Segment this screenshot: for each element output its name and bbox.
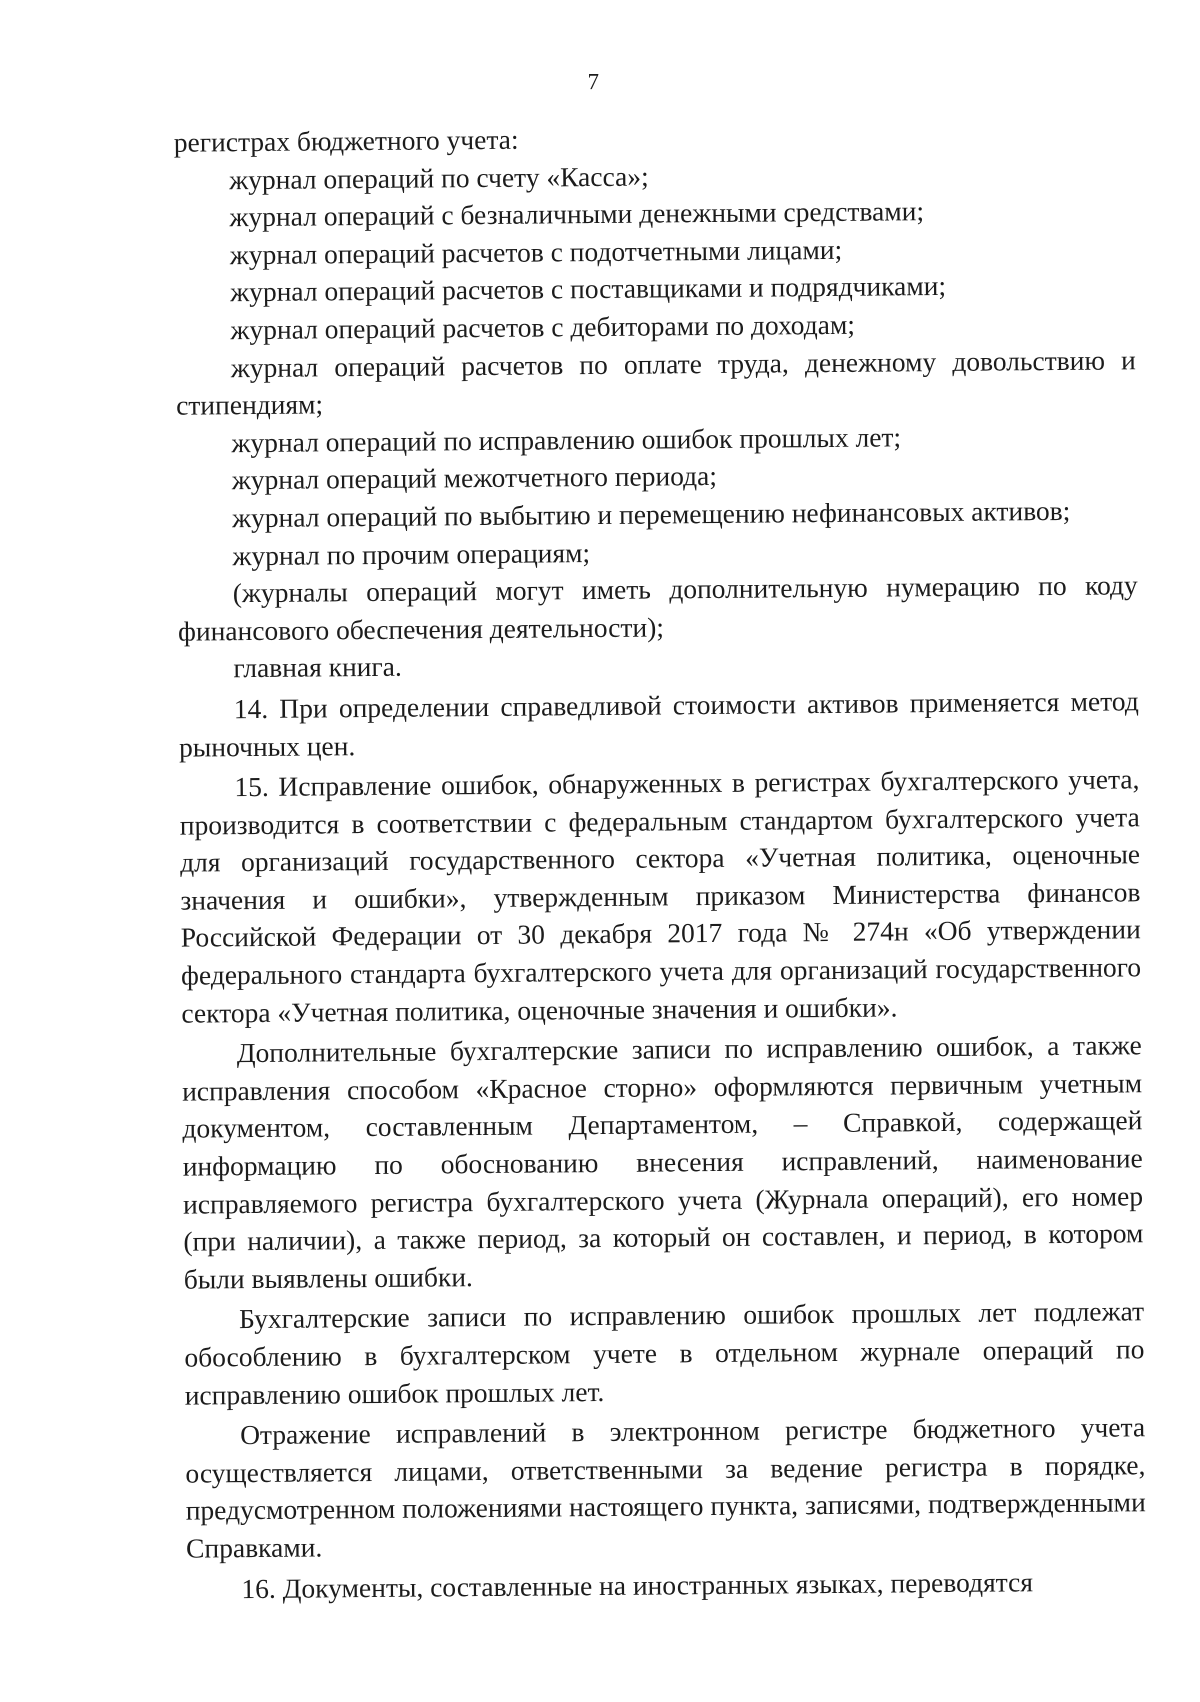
paragraph-15-additional-entries: Дополнительные бухгалтерские записи по исправлению ошибок, а также исправления способом «Красное сторно» оформляются первичным учетным документом, составленным Департаментом, – Справкой, содержащей информацию по обоснованию внесения исправлений, наименование исправляемого регистра бухгалтерского учета (Журнала операций), его номер (при наличии), а также период, за который он составлен, и период, в котором были выявлены ошибки.: [181, 1029, 1144, 1295]
register-item: журнал операций по исправлению ошибок прошлых лет;: [231, 421, 902, 458]
register-item: журнал операций расчетов с поставщиками и подрядчиками;: [229, 270, 947, 308]
intro-line: регистрах бюджетного учета:: [173, 123, 519, 158]
paragraph-14: 14. При определении справедливой стоимости активов применяется метод рыночных цен.: [178, 685, 1139, 763]
paragraph-15-electronic-register: Отражение исправлений в электронном регистре бюджетного учета осуществляется лицами, ответственными за ведение регистра в порядке, предусмотренном положениями настоящего пункта, записями, подтвержденными Справками.: [185, 1411, 1146, 1564]
register-item: журнал операций расчетов с подотчетными лицами;: [229, 233, 843, 270]
paragraph-16: 16. Документы, составленные на иностранных языках, переводятся: [241, 1565, 1034, 1604]
paragraph-15-prior-years: Бухгалтерские записи по исправлению ошибок прошлых лет подлежат обособлению в бухгалтерском учете в отдельном журнале операций по исправлению ошибок прошлых лет.: [184, 1295, 1145, 1411]
page-number: 7: [587, 68, 600, 95]
register-item: главная книга.: [233, 651, 402, 684]
register-item: журнал операций с безналичными денежными средствами;: [229, 195, 925, 233]
register-note: (журналы операций могут иметь дополнительную нумерацию по коду финансового обеспечения деятельности);: [177, 569, 1138, 647]
register-item: журнал операций расчетов с дебиторами по доходам;: [230, 308, 856, 346]
register-item: журнал по прочим операциям;: [232, 536, 591, 571]
register-item: журнал операций по счету «Касса»;: [229, 160, 649, 195]
register-list: [174, 153, 1139, 688]
register-item: журнал операций по выбытию и перемещению нефинансовых активов;: [231, 494, 1071, 534]
register-item: журнал операций расчетов по оплате труда, денежному довольствию и стипендиям;: [175, 343, 1136, 421]
register-item: журнал операций межотчетного периода;: [231, 460, 718, 496]
document-body: [174, 115, 1147, 1607]
paragraph-15: 15. Исправление ошибок, обнаруженных в регистрах бухгалтерского учета, производится в соответствии с федеральным стандартом бухгалтерского учета для организаций государственного сектора «Учетная политика, оценочные значения и ошибки», утвержденным приказом Министерства финансов Российской Федерации от 30 декабря 2017 года № 274н «Об утверждении федерального стандарта бухгалтерского учета для организаций государственного сектора «Учетная политика, оценочные значения и ошибки».: [179, 763, 1142, 1029]
